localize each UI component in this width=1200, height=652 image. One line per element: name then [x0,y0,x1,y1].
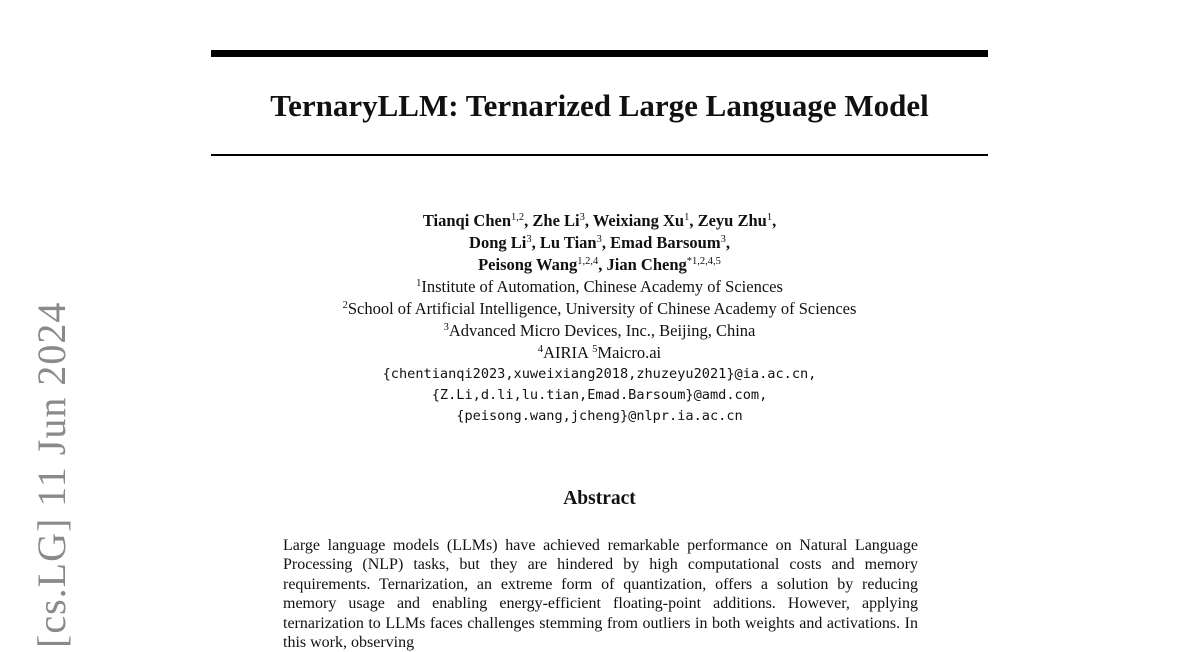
author-line-3: Peisong Wang$^{1,2,4}$, Jian Cheng$^{*1,2,4,5}$ [478,255,721,274]
paper-title: TernaryLLM: Ternarized Large Language Model [270,88,929,123]
email-line-1: {chentianqi2023,xuweixiang2018,zhuzeyu2021}@ia.ac.cn, [382,366,817,382]
author-affiliation-marker: 1,2 [511,212,525,223]
author-name: Zhe Li [532,211,580,230]
author-name: Weixiang Xu [592,211,685,230]
author-affiliation-marker: 1 [766,212,773,223]
affiliation-3: $^3$Advanced Micro Devices, Inc., Beijing, China [443,321,756,340]
email-line-3: {peisong.wang,jcheng}@nlpr.ia.ac.cn [456,408,743,424]
top-rule [211,50,988,57]
author-line-2: Dong Li$^3$, Lu Tian$^3$, Emad Barsoum$^3$, [469,233,730,252]
author-affiliation-marker: 1 [684,212,690,223]
title-rule [211,154,988,156]
author-affiliation-marker: 3 [526,234,532,245]
abstract-heading: Abstract [563,488,636,509]
author-name: Peisong Wang [478,255,578,274]
author-name: Lu Tian [539,233,597,252]
author-line-1: Tianqi Chen$^{1,2}$, Zhe Li$^3$, Weixiang Xu$^1$, Zeyu Zhu$^1$, [422,211,777,230]
author-name: Jian Cheng [606,255,687,274]
author-name: Dong Li [469,233,527,252]
affiliation-1: $^1$Institute of Automation, Chinese Academy of Sciences [416,277,783,296]
author-affiliation-marker: *1,2,4,5 [686,256,721,267]
email-line-2: {Z.Li,d.li,lu.tian,Emad.Barsoum}@amd.com, [431,387,768,403]
author-name: Tianqi Chen [422,211,512,230]
author-name: Emad Barsoum [610,233,721,252]
author-affiliation-marker: 3 [720,234,726,245]
author-affiliation-marker: 3 [596,234,602,245]
author-affiliation-marker: 1,2,4 [577,256,599,267]
author-name: Zeyu Zhu [697,211,767,230]
abstract-text: Large language models (LLMs) have achieved remarkable performance on Natural Language Processing (NLP) tasks, but they are hindered by high computational costs and memory requirements. Ternarization, an extreme form of quantization, offers a solution by reducing memory usage and enabling energy-efficient floating-point additions. However, applying ternarization to LLMs faces challenges stemming from outliers in both weights and activations. In this work, observing [283,537,918,652]
affiliation-2: $^2$School of Artificial Intelligence, University of Chinese Academy of Sciences [342,299,857,318]
affiliation-4-5: $^4$AIRIA $^5$Maicro.ai [537,343,662,362]
author-block [211,210,988,427]
arxiv-margin-stamp: [cs.LG] 11 Jun 2024 [29,301,74,648]
author-affiliation-marker: 3 [579,212,585,223]
